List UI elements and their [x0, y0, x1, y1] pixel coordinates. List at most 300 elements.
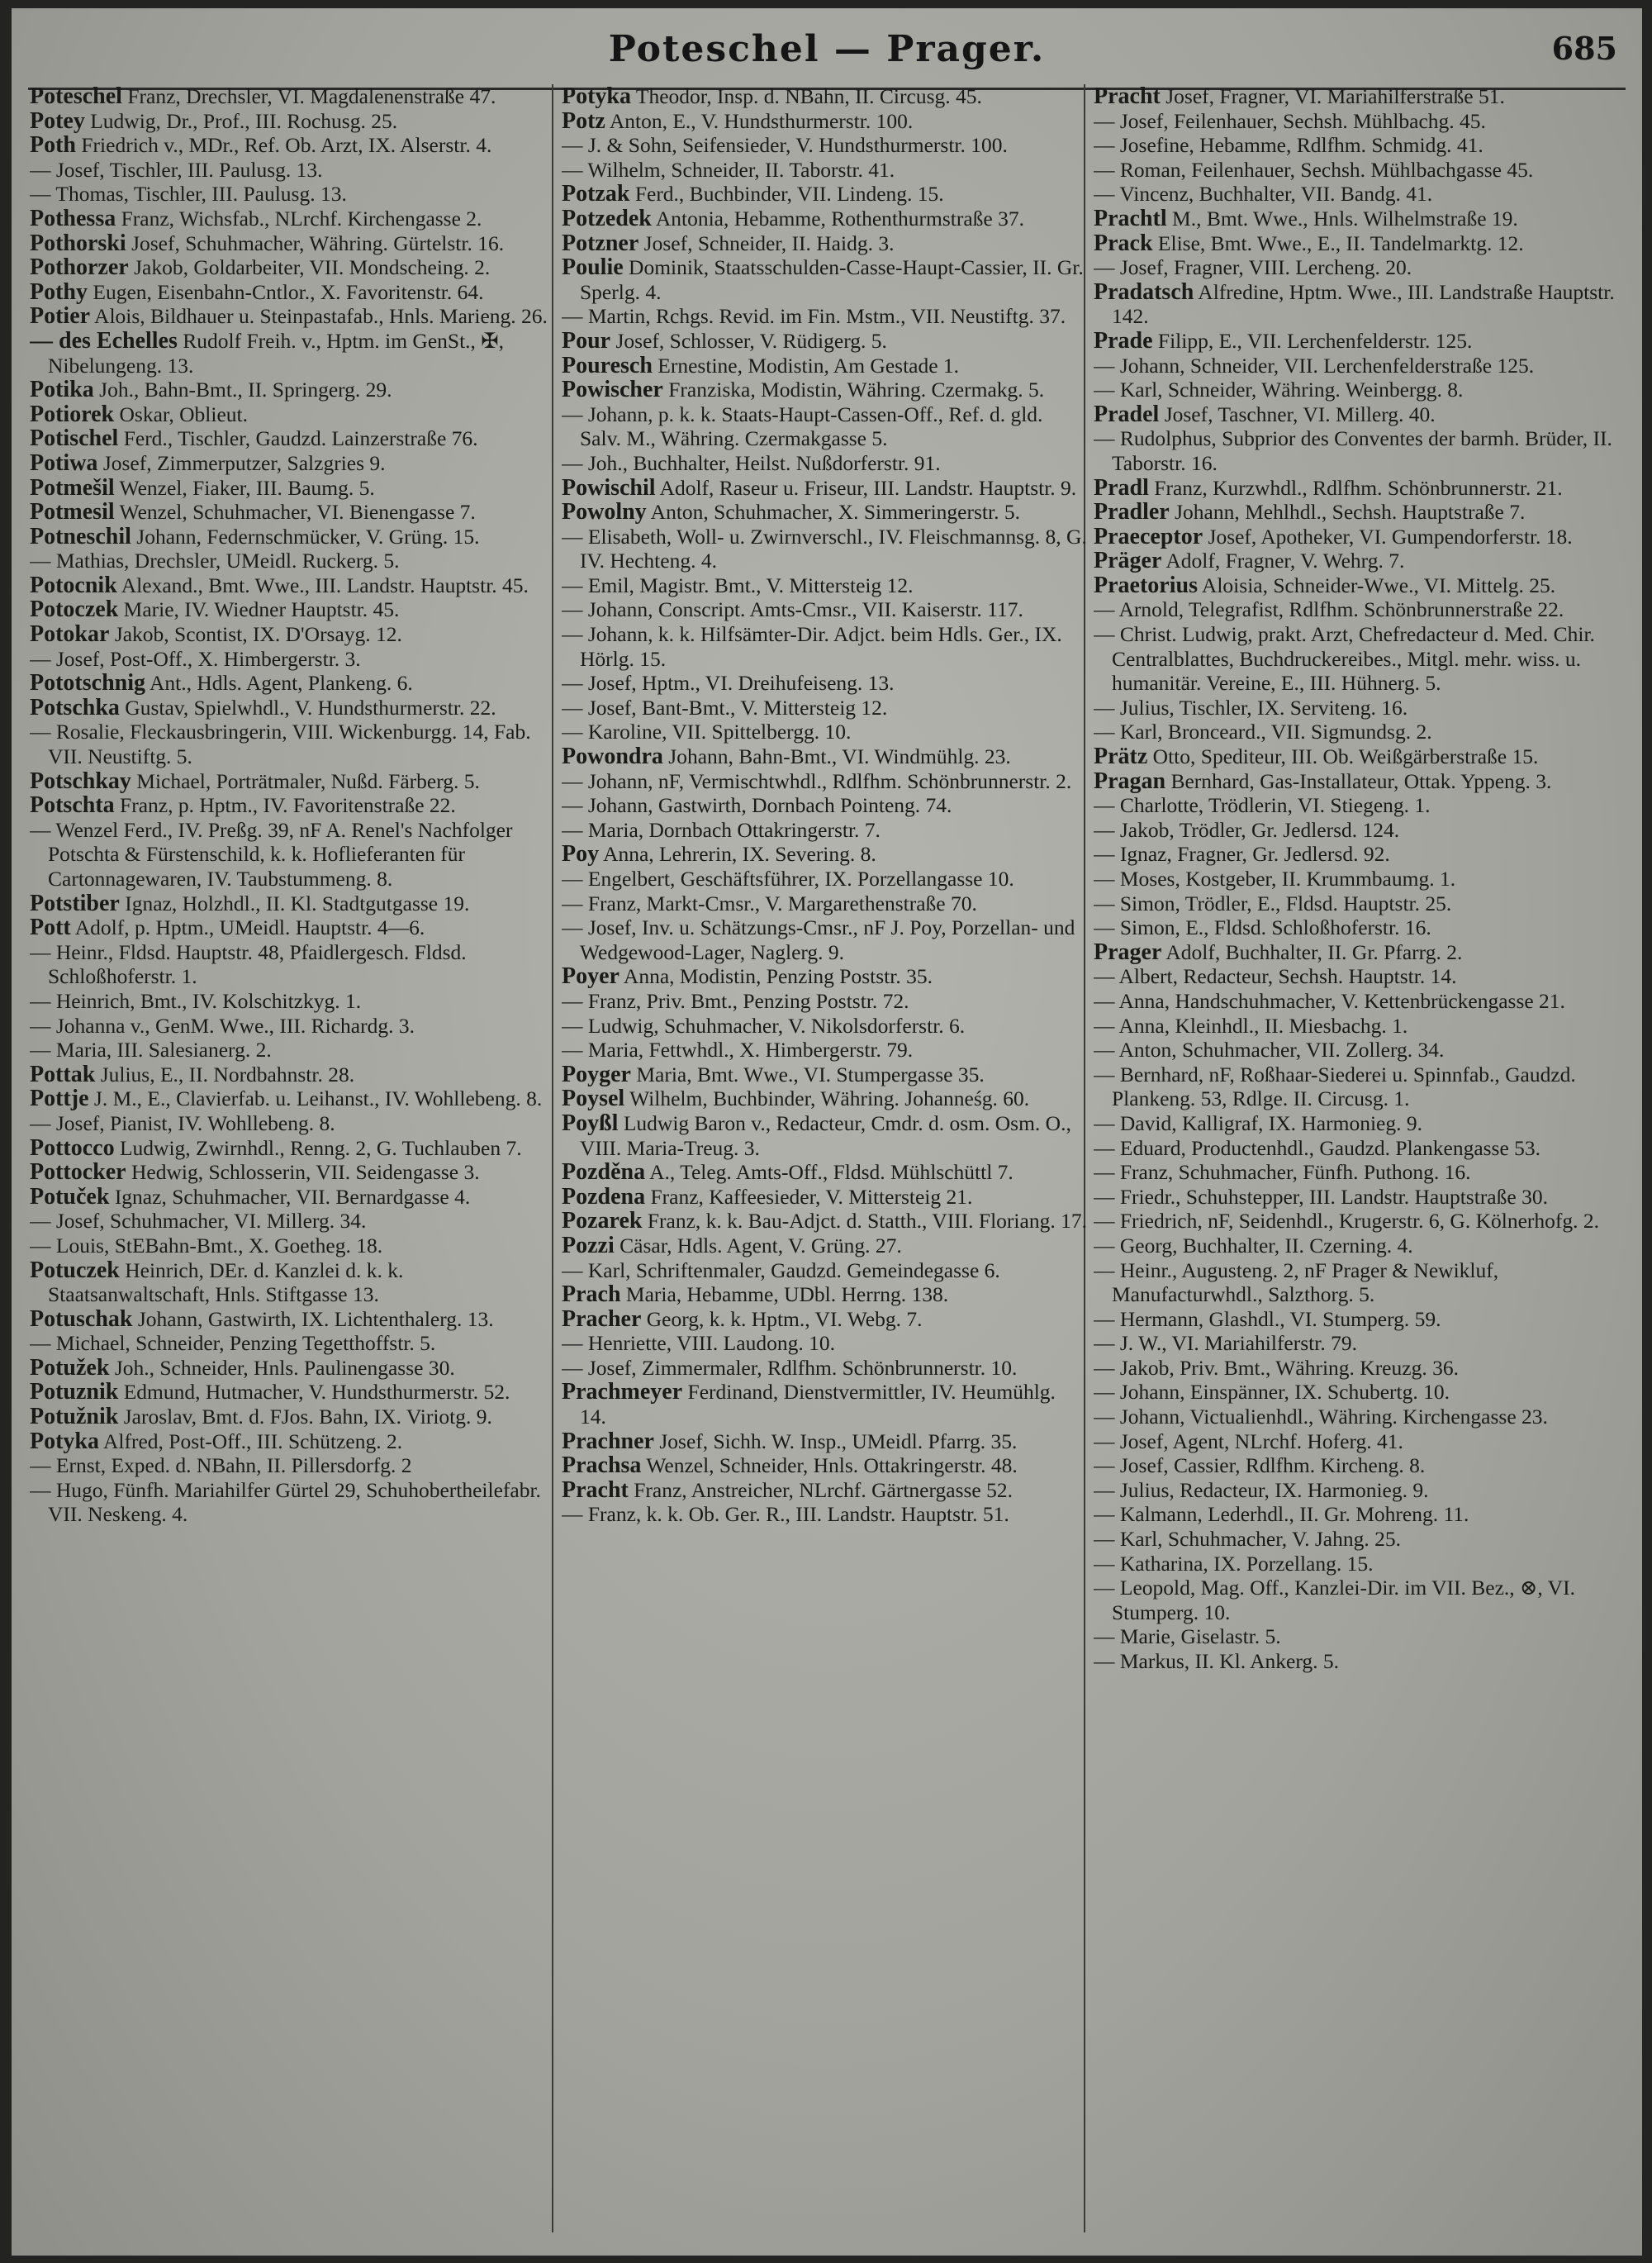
directory-entry: [1094, 1527, 1619, 1552]
directory-entry: [562, 451, 1087, 476]
directory-entry: [30, 573, 555, 598]
entry-details: Joh., Bahn-Bmt., II. Springerg. 29.: [93, 378, 392, 402]
entry-details: — Friedrich, nF, Seidenhdl., Krugerstr. 6, G. Kölnerhofg. 2.: [1094, 1209, 1599, 1234]
entry-surname: Prachtl: [1094, 205, 1167, 231]
entry-surname: Potuznik: [30, 1379, 119, 1405]
directory-entry: [30, 720, 555, 768]
entry-surname: Potneschil: [30, 523, 131, 549]
entry-details: Alexand., Bmt. Wwe., III. Landstr. Hauptstr. 45.: [116, 573, 529, 597]
entry-details: Johann, Federnschmücker, V. Grüng. 15.: [131, 524, 480, 549]
directory-entry: [562, 354, 1087, 378]
directory-entry: [30, 1429, 555, 1454]
directory-entry: [30, 1405, 555, 1429]
entry-details: — Joh., Buchhalter, Heilst. Nußdorferstr. 91.: [562, 450, 941, 475]
entry-surname: Potužnik: [30, 1404, 119, 1430]
entry-details: — Anton, Schuhmacher, VII. Zollerg. 34.: [1094, 1038, 1445, 1063]
directory-entry: [1094, 280, 1619, 329]
entry-details: Wenzel, Fiaker, III. Baumg. 5.: [114, 475, 375, 500]
entry-details: Friedrich v., MDr., Ref. Ob. Arzt, IX. Alserstr. 4.: [76, 133, 492, 158]
entry-details: — Josef, Inv. u. Schätzungs-Cmsr., nF J. Poy, Porzellan- und Wedgewood-Lager, Naglerg. 9.: [562, 915, 1075, 964]
entry-surname: Prager: [1094, 939, 1162, 965]
entry-details: Franz, Kaffeesieder, V. Mittersteig 21.: [645, 1184, 973, 1209]
directory-entry: [30, 378, 555, 402]
entry-surname: Potyka: [30, 1428, 99, 1454]
directory-entry: [30, 1111, 555, 1136]
entry-details: Josef, Taschner, VI. Millerg. 40.: [1159, 402, 1436, 426]
entry-surname: Poy: [562, 841, 600, 868]
entry-details: — Emil, Magistr. Bmt., V. Mittersteig 12.: [562, 573, 914, 597]
entry-surname: Poyßl: [562, 1110, 619, 1136]
directory-entry: [562, 84, 1087, 109]
directory-entry: [1094, 1234, 1619, 1258]
directory-entry: [1094, 1624, 1619, 1649]
entry-surname: Pozarek: [562, 1208, 643, 1234]
directory-entry: [1094, 1429, 1619, 1454]
directory-entry: [30, 525, 555, 549]
directory-entry: [562, 1478, 1087, 1503]
directory-entry: [1094, 842, 1619, 867]
entry-details: Josef, Fragner, VI. Mariahilferstraße 51.: [1160, 84, 1505, 108]
entry-details: J. M., E., Clavierfab. u. Leihanst., IV. Wohllebeng. 8.: [88, 1086, 543, 1111]
directory-entry: [562, 1111, 1087, 1160]
entry-surname: Potschka: [30, 694, 120, 720]
directory-entry: [1094, 793, 1619, 818]
directory-entry: [30, 1307, 555, 1332]
directory-entry: [1094, 1380, 1619, 1405]
entry-details: — Maria, Fettwhdl., X. Himbergerstr. 79.: [562, 1038, 914, 1063]
entry-details: — Kalmann, Lederhdl., II. Gr. Mohreng. 11.: [1094, 1502, 1469, 1527]
directory-entry: [562, 1086, 1087, 1111]
entry-surname: Prachmeyer: [562, 1379, 683, 1405]
directory-entry: [1094, 402, 1619, 427]
directory-entry: [1094, 182, 1619, 207]
entry-surname: Potey: [30, 107, 85, 134]
entry-details: — Martin, Rchgs. Revid. im Fin. Mstm., VII. Neustiftg. 37.: [562, 304, 1066, 329]
entry-details: Josef, Schlosser, V. Rüdigerg. 5.: [610, 328, 887, 353]
directory-entry: [1094, 1453, 1619, 1478]
entry-surname: — des Echelles: [30, 327, 178, 354]
entry-surname: Pottje: [30, 1086, 89, 1112]
entry-surname: Pracht: [1094, 84, 1161, 109]
directory-entry: [562, 1063, 1087, 1087]
entry-details: Ignaz, Holzhdl., II. Kl. Stadtgutgasse 19.: [119, 891, 470, 915]
directory-entry: [30, 304, 555, 329]
entry-details: — Heinr., Augusteng. 2, nF Prager & Newikluf, Manufacturwhdl., Salzthorg. 5.: [1094, 1257, 1499, 1307]
directory-entry: [562, 255, 1087, 304]
directory-entry: [1094, 255, 1619, 280]
directory-entry: [562, 964, 1087, 989]
directory-entry: [562, 573, 1087, 598]
directory-entry: [562, 989, 1087, 1014]
entry-surname: Potužek: [30, 1354, 110, 1381]
entry-surname: Pragan: [1094, 768, 1166, 794]
directory-entry: [1094, 378, 1619, 402]
directory-entry: [30, 182, 555, 207]
directory-entry: [562, 1429, 1087, 1454]
entry-surname: Prachner: [562, 1428, 654, 1454]
directory-entry: [30, 280, 555, 305]
entry-details: — Johanna v., GenM. Wwe., III. Richardg. 3.: [30, 1013, 415, 1038]
entry-details: Oskar, Oblieut.: [114, 402, 249, 426]
entry-details: — Johann, k. k. Hilfsämter-Dir. Adjct. beim Hdls. Ger., IX. Hörlg. 15.: [562, 622, 1062, 671]
directory-entry: [1094, 1258, 1619, 1307]
entry-details: — Rosalie, Fleckausbringerin, VIII. Wickenburgg. 14, Fab. VII. Neustiftg. 5.: [30, 720, 531, 769]
directory-entry: [1094, 133, 1619, 158]
directory-entry: [562, 500, 1087, 525]
directory-entry: [1094, 207, 1619, 231]
directory-entry: [1094, 1160, 1619, 1185]
entry-details: Franziska, Modistin, Währing. Czermakg. 5.: [662, 378, 1045, 402]
directory-entry: [562, 378, 1087, 402]
entry-details: Maria, Bmt. Wwe., VI. Stumpergasse 35.: [630, 1062, 985, 1086]
entry-details: — Josef, Hptm., VI. Dreihufeiseng. 13.: [562, 671, 895, 696]
directory-entry: [1094, 1136, 1619, 1161]
directory-entry: [1094, 1576, 1619, 1624]
directory-entry: [30, 549, 555, 573]
directory-entry: [30, 891, 555, 916]
entry-details: — Franz, Priv. Bmt., Penzing Poststr. 72.: [562, 988, 909, 1013]
entry-details: Adolf, p. Hptm., UMeidl. Hauptstr. 4—6.: [70, 915, 425, 940]
directory-entry: [562, 476, 1087, 501]
entry-surname: Potoczek: [30, 597, 119, 623]
directory-entry: [30, 329, 555, 378]
entry-details: Josef, Sichh. W. Insp., UMeidl. Pfarrg. 35.: [653, 1429, 1018, 1453]
directory-entry: [1094, 1063, 1619, 1111]
entry-details: Wenzel, Schneider, Hnls. Ottakringerstr. 48.: [641, 1453, 1018, 1478]
entry-details: — Josef, Tischler, III. Paulusg. 13.: [30, 157, 323, 182]
directory-entry: [562, 133, 1087, 158]
entry-details: — Josef, Fragner, VIII. Lercheng. 20.: [1094, 255, 1412, 280]
entry-details: — Friedr., Schuhstepper, III. Landstr. Hauptstraße 30.: [1094, 1184, 1548, 1209]
entry-details: — Hermann, Glashdl., VI. Stumperg. 59.: [1094, 1306, 1441, 1331]
directory-entry: [562, 597, 1087, 622]
directory-entry: [562, 793, 1087, 818]
directory-entry: [1094, 1038, 1619, 1063]
entry-details: Marie, IV. Wiedner Hauptstr. 45.: [118, 597, 400, 622]
directory-entry: [562, 1209, 1087, 1234]
entry-details: — Moses, Kostgeber, II. Krummbaumg. 1.: [1094, 867, 1456, 891]
directory-entry: [1094, 1185, 1619, 1210]
entry-details: Joh., Schneider, Hnls. Paulinengasse 30.: [109, 1355, 455, 1380]
directory-entry: [30, 1063, 555, 1087]
entry-details: Ludwig, Dr., Prof., III. Rochusg. 25.: [84, 108, 398, 133]
entry-details: — Josef, Agent, NLrchf. Hoferg. 41.: [1094, 1429, 1403, 1453]
directory-entry: [562, 1453, 1087, 1478]
directory-entry: [1094, 915, 1619, 940]
directory-entry: [562, 769, 1087, 794]
entry-details: — Julius, Tischler, IX. Serviteng. 16.: [1094, 695, 1408, 720]
directory-entry: [1094, 696, 1619, 720]
entry-surname: Pradler: [1094, 499, 1170, 525]
directory-entry: [1094, 573, 1619, 598]
entry-surname: Potschta: [30, 792, 115, 819]
directory-entry: [562, 304, 1087, 329]
directory-entry: [562, 1014, 1087, 1039]
entry-details: Franz, Wichsfab., NLrchf. Kirchengasse 2.: [116, 206, 482, 231]
directory-entry: [30, 1160, 555, 1185]
entry-surname: Potiorek: [30, 401, 115, 427]
directory-entry: [30, 109, 555, 134]
entry-details: — Johann, p. k. k. Staats-Haupt-Cassen-Off., Ref. d. gld. Salv. M., Währing. Czermakgasse 5.: [562, 402, 1043, 451]
directory-entry: [1094, 84, 1619, 109]
entry-surname: Präger: [1094, 548, 1162, 574]
entry-details: — Josef, Zimmermaler, Rdlfhm. Schönbrunnerstr. 10.: [562, 1355, 1018, 1380]
entry-details: — Katharina, IX. Porzellang. 15.: [1094, 1551, 1374, 1576]
directory-entry: [562, 696, 1087, 720]
directory-entry: [30, 133, 555, 158]
directory-entry: [562, 525, 1087, 573]
entry-surname: Pottak: [30, 1061, 96, 1087]
entry-details: Jaroslav, Bmt. d. FJos. Bahn, IX. Viriotg. 9.: [118, 1405, 492, 1429]
entry-surname: Potuczek: [30, 1257, 120, 1283]
entry-details: Franz, p. Hptm., IV. Favoritenstraße 22.: [114, 793, 456, 818]
directory-entry: [1094, 525, 1619, 549]
directory-entry: [562, 1380, 1087, 1429]
entry-details: — Anna, Kleinhdl., II. Miesbachg. 1.: [1094, 1013, 1408, 1038]
entry-surname: Poyger: [562, 1061, 631, 1087]
entry-details: — J. W., VI. Mariahilferstr. 79.: [1094, 1331, 1357, 1356]
directory-entry: [1094, 1014, 1619, 1039]
directory-entry: [562, 231, 1087, 256]
entry-details: — Johann, Einspänner, IX. Schubertg. 10.: [1094, 1380, 1450, 1405]
entry-details: Josef, Apotheker, VI. Gumpendorferstr. 18.: [1203, 524, 1573, 549]
directory-entry: [1094, 989, 1619, 1014]
entry-details: Wenzel, Schuhmacher, VI. Bienengasse 7.: [114, 500, 476, 525]
entry-surname: Potier: [30, 303, 91, 330]
entry-details: — Mathias, Drechsler, UMeidl. Ruckerg. 5.: [30, 549, 400, 573]
entry-surname: Potuček: [30, 1183, 110, 1210]
directory-entry: [30, 696, 555, 720]
entry-details: — Jakob, Trödler, Gr. Jedlersd. 124.: [1094, 817, 1400, 842]
entry-details: Anna, Modistin, Penzing Poststr. 35.: [619, 964, 933, 989]
entry-surname: Pradl: [1094, 474, 1149, 501]
entry-details: — Thomas, Tischler, III. Paulusg. 13.: [30, 182, 347, 207]
directory-entry: [562, 109, 1087, 134]
entry-details: — Josef, Schuhmacher, VI. Millerg. 34.: [30, 1209, 367, 1234]
entry-details: Cäsar, Hdls. Agent, V. Grüng. 27.: [614, 1233, 902, 1257]
directory-entry: [1094, 769, 1619, 794]
entry-surname: Powischer: [562, 377, 663, 403]
page-title: Poteschel — Prager.: [608, 28, 1046, 70]
entry-surname: Poteschel: [30, 84, 122, 109]
entry-details: — Josef, Cassier, Rdlfhm. Kircheng. 8.: [1094, 1453, 1426, 1478]
entry-surname: Pradel: [1094, 401, 1160, 427]
directory-entry: [30, 207, 555, 231]
entry-details: — Maria, III. Salesianerg. 2.: [30, 1038, 272, 1063]
directory-entry: [30, 622, 555, 647]
entry-surname: Potyka: [562, 84, 631, 109]
entry-surname: Potzedek: [562, 205, 652, 231]
directory-page: [12, 8, 1642, 2256]
entry-details: — Karl, Bronceard., VII. Sigmundsg. 2.: [1094, 720, 1432, 744]
directory-entry: [30, 1014, 555, 1039]
directory-entry: [30, 647, 555, 672]
entry-details: — Franz, Schuhmacher, Fünfh. Puthong. 16.: [1094, 1160, 1471, 1185]
entry-details: Otto, Spediteur, III. Ob. Weißgärberstraße 15.: [1147, 744, 1539, 769]
directory-entry: [1094, 426, 1619, 475]
entry-details: Anton, E., V. Hundsthurmerstr. 100.: [605, 108, 914, 133]
entry-details: Filipp, E., VII. Lerchenfelderstr. 125.: [1152, 328, 1473, 353]
entry-details: — Heinr., Fldsd. Hauptstr. 48, Pfaidlergesch. Fldsd. Schloßhoferstr. 1.: [30, 939, 467, 989]
directory-entry: [1094, 1502, 1619, 1527]
directory-entry: [562, 1282, 1087, 1307]
entry-details: — Arnold, Telegrafist, Rdlfhm. Schönbrunnerstraße 22.: [1094, 597, 1564, 622]
entry-details: Alfredine, Hptm. Wwe., III. Landstraße Hauptstr. 142.: [1112, 279, 1615, 329]
directory-entry: [1094, 329, 1619, 354]
entry-details: Franz, Kurzwhdl., Rdlfhm. Schönbrunnerstr. 21.: [1148, 475, 1563, 500]
directory-entry: [30, 451, 555, 476]
directory-entry: [30, 84, 555, 109]
directory-entry: [562, 1331, 1087, 1356]
entry-surname: Prade: [1094, 327, 1153, 354]
entry-surname: Prätz: [1094, 744, 1148, 770]
entry-details: — David, Kalligraf, IX. Harmonieg. 9.: [1094, 1110, 1422, 1135]
entry-details: — Johann, Victualienhdl., Währing. Kirchengasse 23.: [1094, 1405, 1548, 1429]
entry-details: — Simon, E., Fldsd. Schloßhoferstr. 16.: [1094, 915, 1431, 940]
directory-entry: [30, 255, 555, 280]
directory-entry: [562, 671, 1087, 696]
entry-details: — Johann, Conscript. Amts-Cmsr., VII. Kaiserstr. 117.: [562, 597, 1023, 622]
directory-entry: [1094, 1356, 1619, 1381]
directory-entry: [30, 915, 555, 940]
directory-entry: [562, 207, 1087, 231]
directory-entry: [562, 744, 1087, 769]
directory-entry: [30, 1356, 555, 1381]
entry-details: Gustav, Spielwhdl., V. Hundsthurmerstr. 22.: [119, 695, 496, 720]
entry-surname: Pozzi: [562, 1232, 615, 1258]
entry-surname: Potmešil: [30, 474, 115, 501]
directory-entry: [562, 818, 1087, 843]
directory-entry: [562, 1307, 1087, 1332]
directory-entry: [1094, 1209, 1619, 1234]
entry-details: — Franz, k. k. Ob. Ger. R., III. Landstr. Hauptstr. 51.: [562, 1502, 1009, 1527]
entry-surname: Potzner: [562, 230, 639, 256]
directory-entry: [562, 1258, 1087, 1283]
directory-entry: [30, 1038, 555, 1063]
entry-details: Alfred, Post-Off., III. Schützeng. 2.: [99, 1429, 403, 1453]
entry-surname: Pozdena: [562, 1183, 646, 1210]
entry-surname: Potischel: [30, 426, 119, 452]
directory-entry: [562, 1356, 1087, 1381]
entry-surname: Potmesil: [30, 499, 115, 525]
directory-entry: [30, 500, 555, 525]
entry-details: — Johann, Schneider, VII. Lerchenfelderstraße 125.: [1094, 353, 1535, 378]
page-header: [12, 23, 1642, 81]
entry-surname: Pothorski: [30, 230, 126, 256]
entry-details: Ant., Hdls. Agent, Plankeng. 6.: [145, 671, 413, 696]
column-2: [562, 84, 1087, 2241]
directory-entry: [30, 1258, 555, 1307]
entry-surname: Pracht: [562, 1476, 629, 1503]
directory-entry: [562, 1502, 1087, 1527]
entry-surname: Pouresch: [562, 352, 653, 378]
directory-entry: [562, 720, 1087, 744]
entry-details: Antonia, Hebamme, Rothenthurmstraße 37.: [651, 206, 1024, 231]
entry-surname: Prachsa: [562, 1452, 642, 1479]
directory-entry: [30, 793, 555, 818]
directory-entry: [1094, 549, 1619, 573]
directory-entry: [1094, 109, 1619, 134]
entry-details: — Henriette, VIII. Laudong. 10.: [562, 1331, 835, 1356]
entry-details: Adolf, Fragner, V. Wehrg. 7.: [1161, 549, 1405, 573]
directory-entry: [1094, 1307, 1619, 1332]
entry-details: — Karl, Schuhmacher, V. Jahng. 25.: [1094, 1527, 1401, 1552]
directory-entry: [30, 426, 555, 451]
entry-details: Franz, Anstreicher, NLrchf. Gärtnergasse 52.: [628, 1477, 1013, 1502]
directory-entry: [1094, 1331, 1619, 1356]
entry-details: — J. & Sohn, Seifensieder, V. Hundsthurmerstr. 100.: [562, 133, 1008, 158]
entry-surname: Powolny: [562, 499, 647, 525]
entry-details: Michael, Porträtmaler, Nußd. Färberg. 5.: [131, 768, 480, 793]
entry-details: Anton, Schuhmacher, X. Simmeringerstr. 5.: [646, 500, 1020, 525]
entry-surname: Potstiber: [30, 890, 120, 916]
entry-details: — Johann, Gastwirth, Dornbach Pointeng. 74.: [562, 793, 952, 818]
directory-entry: [1094, 818, 1619, 843]
entry-surname: Prach: [562, 1281, 621, 1308]
entry-details: — Bernhard, nF, Roßhaar-Siederei u. Spinnfab., Gaudzd. Plankeng. 53, Rdlge. II. Circusg. 1.: [1094, 1062, 1576, 1111]
entry-details: — Ernst, Exped. d. NBahn, II. Pillersdorfg. 2: [30, 1453, 412, 1478]
entry-details: — Christ. Ludwig, prakt. Arzt, Chefredacteur d. Med. Chir. Centralblattes, Buchdruckereibes., Mitgl. mehr. wiss. u. humanitär. Vereine, E., III. Hühnerg. 5.: [1094, 622, 1595, 696]
entry-details: — Elisabeth, Woll- u. Zwirnverschl., IV. Fleischmannsg. 8, G. IV. Hechteng. 4.: [562, 524, 1087, 573]
directory-entry: [30, 671, 555, 696]
entry-details: Ludwig Baron v., Redacteur, Cmdr. d. osm. Osm. O., VIII. Maria-Treug. 3.: [580, 1110, 1071, 1160]
entry-details: — Charlotte, Trödlerin, VI. Stiegeng. 1.: [1094, 793, 1431, 818]
entry-surname: Pototschnig: [30, 670, 145, 696]
directory-entry: [30, 158, 555, 183]
entry-details: — Marie, Giselastr. 5.: [1094, 1624, 1281, 1649]
entry-surname: Praetorius: [1094, 572, 1198, 598]
directory-entry: [30, 476, 555, 501]
directory-entry: [1094, 1478, 1619, 1503]
entry-surname: Potocnik: [30, 572, 117, 598]
entry-details: Johann, Gastwirth, IX. Lichtenthalerg. 13.: [132, 1306, 494, 1331]
directory-entry: [1094, 354, 1619, 378]
directory-entry: [30, 1136, 555, 1161]
entry-details: — Maria, Dornbach Ottakringerstr. 7.: [562, 817, 881, 842]
page-number: 685: [1551, 30, 1617, 67]
directory-entry: [30, 769, 555, 794]
entry-details: — Wenzel Ferd., IV. Preßg. 39, nF A. Renel's Nachfolger Potschta & Fürstenschild, k. k. Hoflieferanten für Cartonnagewaren, IV. Taubstummeng. 8.: [30, 817, 513, 891]
directory-entry: [562, 891, 1087, 916]
directory-entry: [30, 597, 555, 622]
directory-entry: [30, 818, 555, 891]
entry-details: Hedwig, Schlosserin, VII. Seidengasse 3.: [126, 1160, 480, 1185]
entry-surname: Praeceptor: [1094, 523, 1203, 549]
entry-surname: Potzak: [562, 181, 630, 207]
directory-entry: [30, 1453, 555, 1478]
entry-surname: Pracher: [562, 1305, 642, 1332]
entry-details: — Georg, Buchhalter, II. Czerning. 4.: [1094, 1233, 1413, 1257]
entry-details: — Josef, Post-Off., X. Himbergerstr. 3.: [30, 646, 361, 671]
directory-entry: [562, 1185, 1087, 1210]
entry-details: Ferd., Tischler, Gaudzd. Lainzerstraße 76.: [118, 426, 478, 451]
entry-surname: Pozděna: [562, 1159, 646, 1186]
directory-entry: [562, 842, 1087, 867]
entry-details: Johann, Mehlhdl., Sechsh. Hauptstraße 7.: [1169, 500, 1526, 525]
entry-details: Franz, k. k. Bau-Adjct. d. Statth., VIII. Floriang. 17.: [642, 1209, 1087, 1234]
entry-details: — Hugo, Fünfh. Mariahilfer Gürtel 29, Schuhobertheilefabr. VII. Neskeng. 4.: [30, 1477, 541, 1527]
directory-entry: [1094, 622, 1619, 696]
directory-entry: [562, 402, 1087, 451]
entry-details: Elise, Bmt. Wwe., E., II. Tandelmarktg. 12.: [1152, 231, 1524, 255]
entry-surname: Poyer: [562, 963, 620, 990]
directory-entry: [1094, 231, 1619, 256]
directory-entry: [562, 1160, 1087, 1185]
entry-details: — Vincenz, Buchhalter, VII. Bandg. 41.: [1094, 182, 1433, 207]
entry-details: — Josef, Bant-Bmt., V. Mittersteig 12.: [562, 695, 888, 720]
entry-details: Jakob, Goldarbeiter, VII. Mondscheing. 2.: [128, 255, 491, 280]
entry-details: Franz, Drechsler, VI. Magdalenenstraße 47.: [121, 84, 496, 108]
